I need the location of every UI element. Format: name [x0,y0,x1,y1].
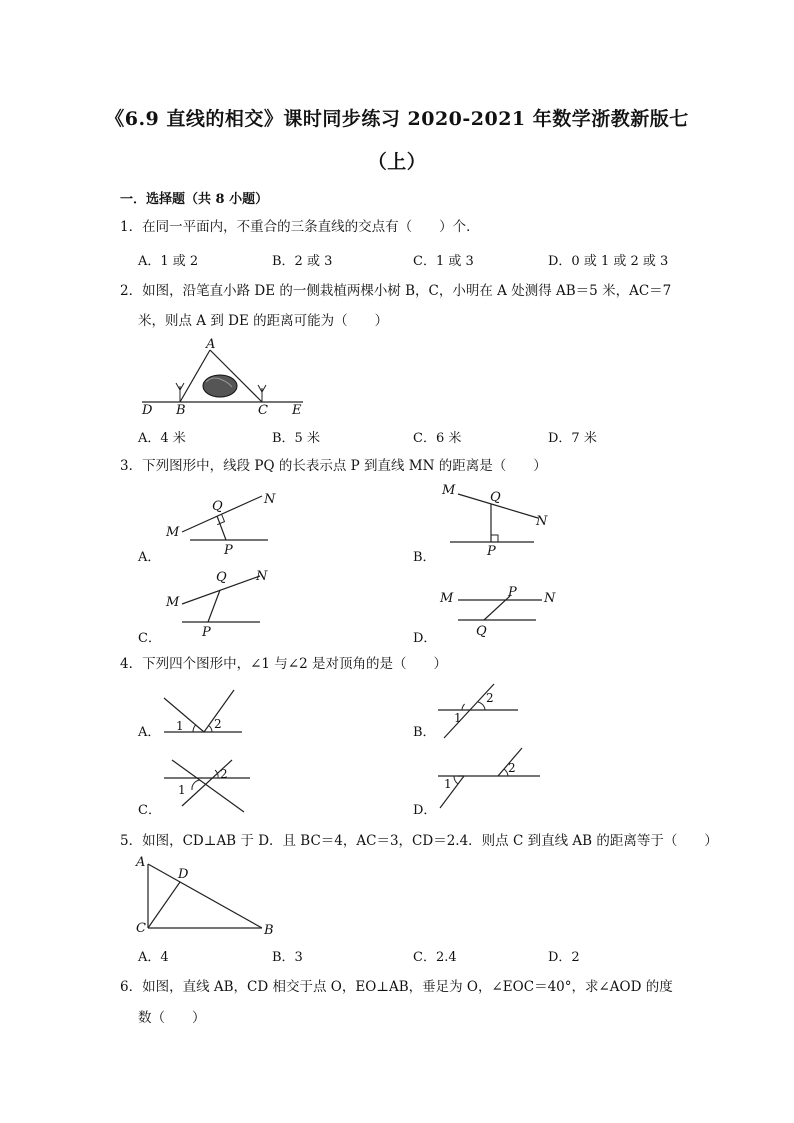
q4d-angle-2: 2 [508,761,516,775]
q3d-label-q: Q [476,624,487,639]
q2-option-d[interactable]: D．7 米 [548,431,597,446]
q2-figure [140,338,310,418]
q5-option-d[interactable]: D．2 [548,950,580,965]
q4b-angle-2: 2 [486,691,494,705]
q3-figure-b [438,480,558,560]
q3a-label-q: Q [212,499,223,514]
q3c-label-m: M [166,595,180,610]
question-5-stem: 5．如图，CD⊥AB 于 D．且 BC＝4，AC＝3，CD＝2.4．则点 C 到直线 AB 的距离等于（ ） [120,833,718,849]
q4a-angle-2: 2 [214,717,222,731]
q3b-label-p: P [487,544,496,559]
q3d-label-p: P [508,585,517,600]
q4-figure-c [160,754,252,814]
q5-label-a: A [136,855,146,870]
question-2-stem-line2: 米，则点 A 到 DE 的距离可能为（ ） [138,313,389,329]
q3a-label-m: M [166,525,180,540]
question-6-stem-line1: 6．如图，直线 AB，CD 相交于点 O，EO⊥AB，垂足为 O，∠EOC＝40°，求∠AOD 的度 [120,979,673,995]
q4c-angle-1: 1 [178,783,186,797]
q1-option-c[interactable]: C．1 或 3 [413,254,474,269]
q2-label-c: C [258,403,268,418]
q5-option-b[interactable]: B．3 [272,950,303,965]
q3c-label-q: Q [216,570,227,585]
q3b-label-q: Q [490,490,501,505]
q3b-label-n: N [536,514,548,529]
section-heading: 一．选择题（共 8 小题） [120,192,269,207]
q2-label-a: A [206,337,216,352]
q3d-label-n: N [544,591,556,606]
question-1-stem: 1．在同一平面内，不重合的三条直线的交点有（ ）个． [120,219,480,235]
q3-option-c[interactable]: C． [138,631,161,646]
page-title: 《6.9 直线的相交》课时同步练习 2020-2021 年数学浙教新版七 [105,108,689,130]
q3c-label-p: P [202,625,211,640]
q4-figure-d [436,744,544,814]
question-6-stem-line2: 数（ ） [138,1010,206,1026]
q2-label-b: B [176,403,186,418]
q2-label-d: D [142,403,153,418]
q5-option-c[interactable]: C．2.4 [413,950,457,965]
q1-option-d[interactable]: D．0 或 1 或 2 或 3 [548,254,669,269]
q5-label-c: C [136,921,146,936]
q3a-label-p: P [224,543,233,558]
q3-figure-c [160,566,275,640]
q3b-label-m: M [442,483,456,498]
q1-option-a[interactable]: A．1 或 2 [138,254,199,269]
q5-figure [134,856,284,940]
q2-label-e: E [292,403,302,418]
q4-option-d[interactable]: D． [413,803,437,818]
q3-figure-d [438,582,563,642]
question-3-stem: 3．下列图形中，线段 PQ 的长表示点 P 到直线 MN 的距离是（ ） [120,458,547,474]
q4b-angle-1: 1 [454,711,462,725]
page-title-line2: （上） [367,151,427,173]
q2-option-b[interactable]: B．5 米 [272,431,320,446]
q3a-label-n: N [264,492,276,507]
q5-option-a[interactable]: A．4 [138,950,169,965]
q2-option-a[interactable]: A．4 米 [138,431,186,446]
question-2-stem-line1: 2．如图，沿笔直小路 DE 的一侧栽植两棵小树 B，C，小明在 A 处测得 AB＝5 米，AC＝7 [120,283,672,299]
q4-option-b[interactable]: B． [413,725,436,740]
q3d-label-m: M [440,591,454,606]
question-4-stem: 4．下列四个图形中，∠1 与∠2 是对顶角的是（ ） [120,656,447,672]
q4-option-a[interactable]: A． [138,725,161,740]
q4-figure-a [160,688,245,738]
q3c-label-n: N [256,569,268,584]
q1-option-b[interactable]: B．2 或 3 [272,254,333,269]
q3-option-d[interactable]: D． [413,631,437,646]
q4a-angle-1: 1 [176,719,184,733]
q5-label-d: D [178,867,189,882]
q4c-angle-2: 2 [220,767,228,781]
q5-label-b: B [264,923,274,938]
q4-option-c[interactable]: C． [138,803,161,818]
q2-option-c[interactable]: C．6 米 [413,431,462,446]
q4-figure-b [436,680,521,740]
q3-option-a[interactable]: A． [138,550,161,565]
q3-option-b[interactable]: B． [413,550,436,565]
q4d-angle-1: 1 [444,777,452,791]
q3-figure-a [160,488,275,560]
